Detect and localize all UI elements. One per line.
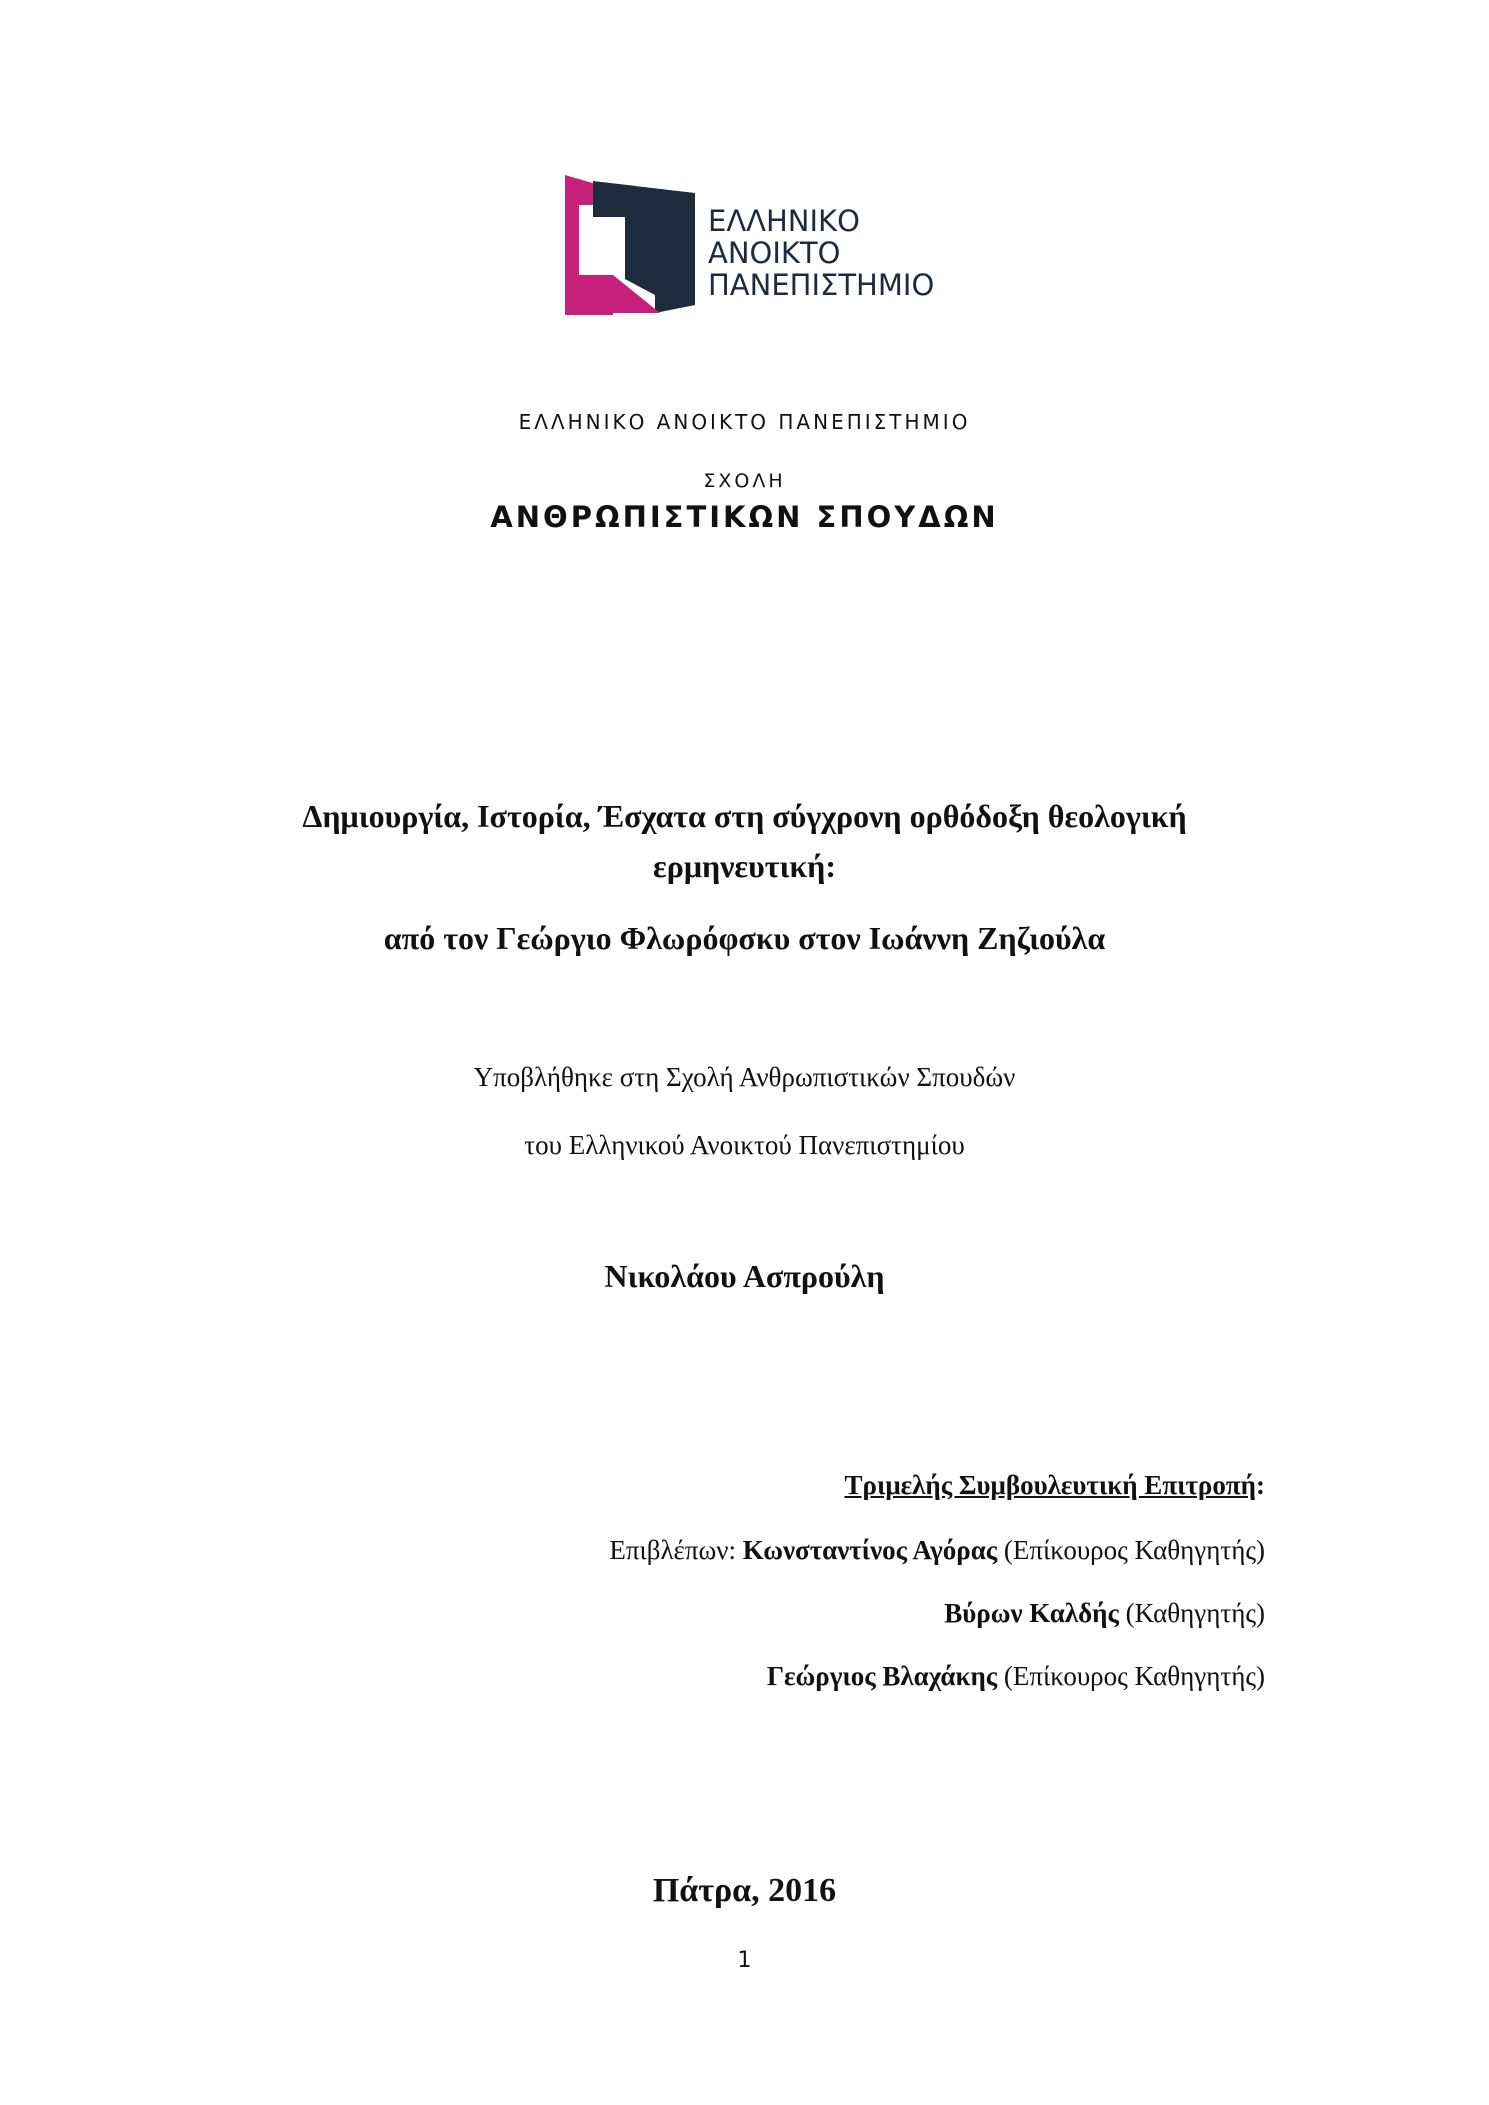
- logo-wordmark: [708, 205, 934, 301]
- supervisor-label: Επιβλέπων:: [609, 1535, 743, 1565]
- committee-heading-text: Τριμελής Συμβουλευτική Επιτροπή: [844, 1470, 1256, 1500]
- member-role: (Επίκουρος Καθηγητής): [997, 1661, 1265, 1691]
- school-label: ΣΧΟΛΗ: [703, 470, 786, 492]
- member-name: Γεώργιος Βλαχάκης: [766, 1661, 998, 1691]
- university-name: ΕΛΛΗΝΙΚΟ ΑΝΟΙΚΤΟ ΠΑΝΕΠΙΣΤΗΜΙΟ: [518, 410, 971, 434]
- place-date: Πάτρα, 2016: [652, 1872, 837, 1909]
- page-number: 1: [737, 1948, 752, 1973]
- committee-member-supervisor: [365, 1535, 1265, 1566]
- thesis-title-line-1: Δημιουργία, Ιστορία, Έσχατα στη σύγχρονη ορθόδοξη θεολογική: [302, 798, 1187, 834]
- logo-line-2: ΑΝΟΙΚΤΟ: [708, 236, 841, 270]
- member-name: Βύρων Καλδής: [944, 1598, 1119, 1628]
- submission-line-1: Υποβλήθηκε στη Σχολή Ανθρωπιστικών Σπουδών: [473, 1062, 1016, 1092]
- committee-heading-colon: :: [1256, 1470, 1265, 1500]
- committee-member: [365, 1598, 1265, 1629]
- committee-member: [365, 1661, 1265, 1692]
- author-name: Νικολάου Ασπρούλη: [604, 1258, 885, 1294]
- committee-heading: [365, 1470, 1265, 1501]
- logo-emblem-icon: [565, 175, 705, 320]
- member-role: (Επίκουρος Καθηγητής): [997, 1535, 1265, 1565]
- university-logo: [565, 175, 935, 320]
- thesis-subtitle: από τον Γεώργιο Φλωρόφσκυ στον Ιωάννη Ζηζιούλα: [383, 920, 1106, 956]
- logo-line-3: ΠΑΝΕΠΙΣΤΗΜΙΟ: [708, 268, 935, 302]
- member-role: (Καθηγητής): [1118, 1598, 1265, 1628]
- submission-line-2: του Ελληνικού Ανοικτού Πανεπιστημίου: [524, 1130, 965, 1160]
- thesis-title-line-2: ερμηνευτική:: [653, 848, 836, 884]
- logo-line-1: ΕΛΛΗΝΙΚΟ: [708, 204, 860, 238]
- school-name: ΑΝΘΡΩΠΙΣΤΙΚΩΝ ΣΠΟΥΔΩΝ: [490, 500, 999, 534]
- member-name: Κωνσταντίνος Αγόρας: [742, 1535, 998, 1565]
